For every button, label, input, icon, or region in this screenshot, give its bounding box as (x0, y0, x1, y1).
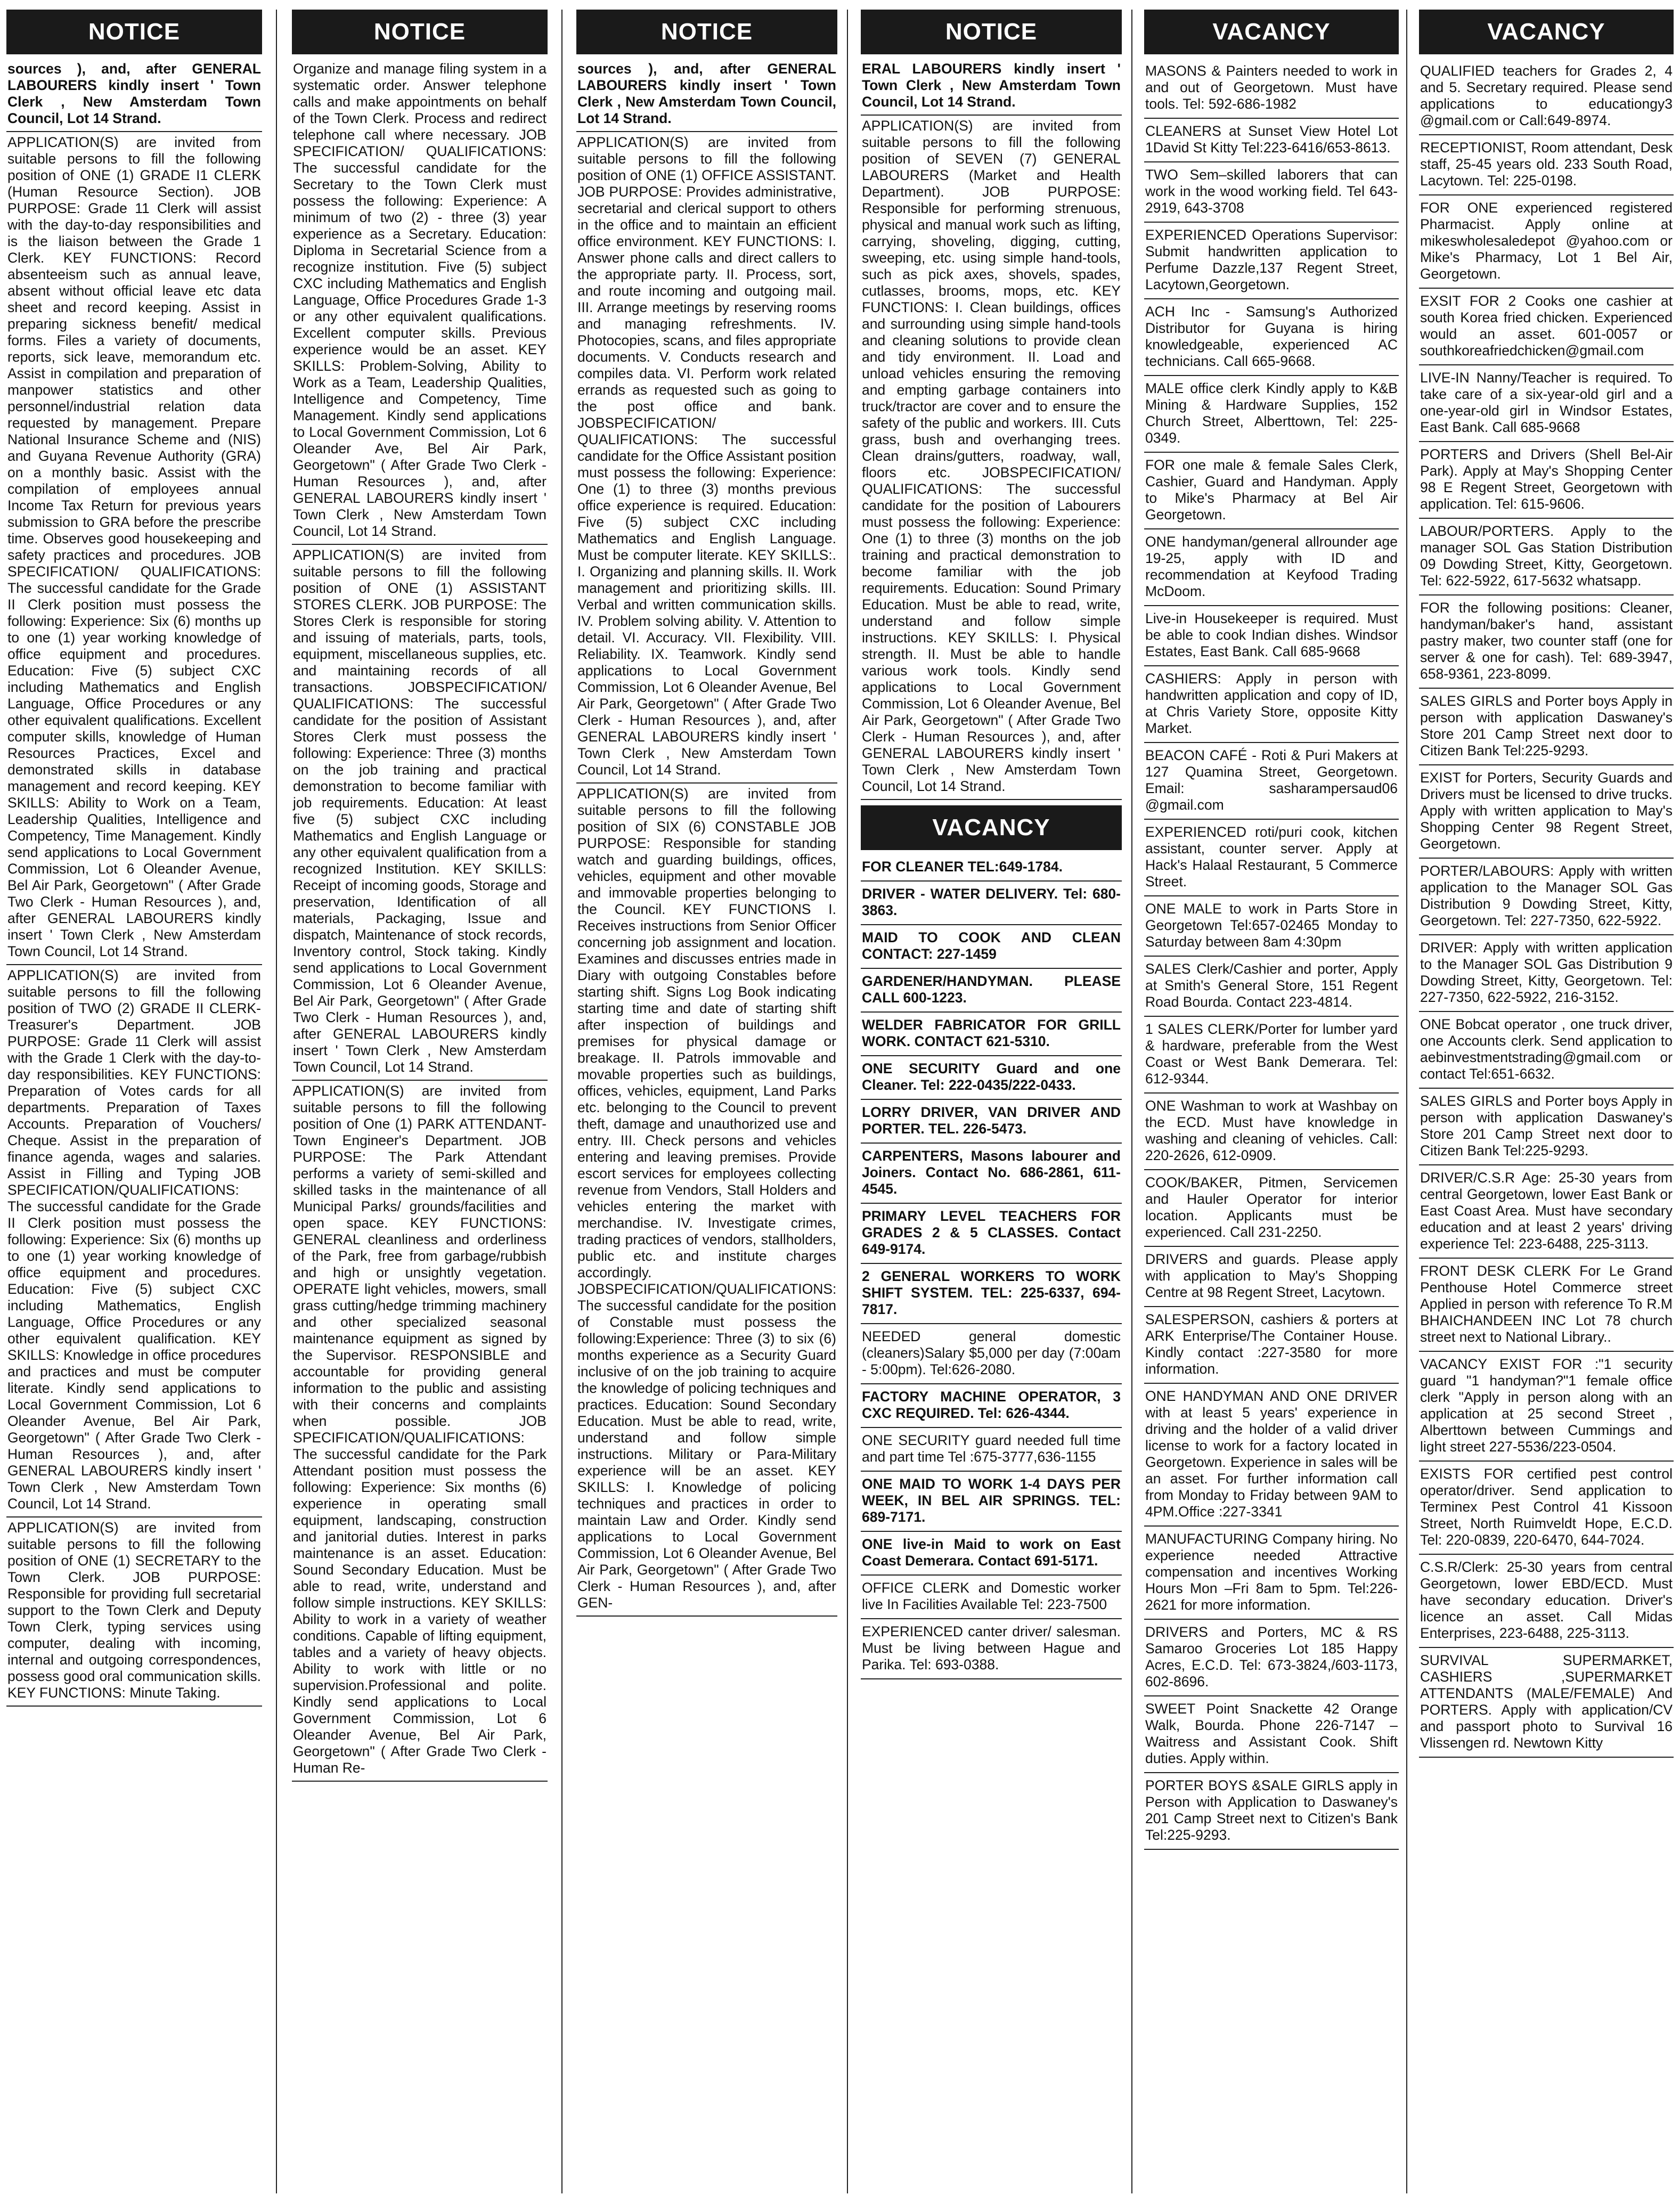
classified-ad: APPLICATION(S) are invited from suitable persons to fill the following position of TWO (2) GRADE II CLERK- Treasurer's Department. JOB PURPOSE: Grade 11 Clerk will assist with the Grade 1 Clerk with the day-to-day responsibilities. KEY FUNCTIONS: Preparation of Votes cards for all departments. Preparation of Taxes Accounts. Preparation of Vouchers/ Cheque. Assist in the preparation of finance agenda, wages and salaries. Assist in Filling and Typing JOB SPECIFICATION/QUALIFICATIONS: The successful candidate for the Grade II Clerk position must possess the following: Experience: Six (6) months up to one (1) year working knowledge of office equipment and procedures. Education: Five (5) subject CXC including Mathematics, English Language, Office Procedures or any other equivalent qualification. KEY SKILLS: Knowledge in office procedures and practices and must be computer literate. Kindly send applications to Local Government Commission, Lot 6 Oleander Avenue, Bel Air Park, Georgetown" ( After Grade Two Clerk - Human Resources ), and, after GENERAL LABOURERS kindly insert ' Town Clerk , New Amsterdam Town Council, Lot 14 Strand. (6, 965, 262, 1517)
classified-ad: FOR CLEANER TEL:649-1784. (861, 854, 1122, 882)
classified-ad: CLEANERS at Sunset View Hotel Lot 1David St Kitty Tel:223-6416/653-8613. (1144, 119, 1399, 162)
section-header-notice: NOTICE (576, 10, 837, 54)
classified-ad: SALES Clerk/Cashier and porter, Apply at Smith's General Store, 151 Regent Road Bourda. Contact 223-4814. (1144, 957, 1399, 1017)
classified-ad: ONE SECURITY Guard and one Cleaner. Tel: 222-0435/222-0433. (861, 1056, 1122, 1100)
classified-ad: RECEPTIONIST, Room attendant, Desk staff, 25-45 years old. 233 South Road, Lacytown. Tel: 225-0198. (1419, 135, 1674, 195)
classified-ad: ONE Bobcat operator , one truck driver, one Accounts clerk. Send application to aebinvestmentstrading@gmail.com or contact Tel:651-6632. (1419, 1012, 1674, 1089)
classified-ad: APPLICATION(S) are invited from suitable persons to fill the following position of SEVEN (7) GENERAL LABOURERS (Market and Health Department). JOB PURPOSE: Responsible for performing strenuous, physical and manual work such as lifting, carrying, shoveling, digging, cutting, sweeping, etc. using simple hand-tools, such as pick axes, shovels, spades, cutlasses, brooms, mops, etc. KEY FUNCTIONS: I. Clean buildings, offices and surrounding using simple hand-tools and cleaning solutions to provide clean and tidy environment. II. Load and unload vehicles ensuring the removing and empting garbage containers into truck/tractor are cover and to ensure the safety of the public and workers. III. Cuts grass, bush and overhanging trees. Clean drains/gutters, roadway, wall, floors etc. JOBSPECIFICATION/ QUALIFICATIONS: The successful candidate for the position of Labourers must possess the following: Experience: One (1) to three (3) months on the job training and practical demonstration to become familiar with the job requirements. Education: Sound Primary Education. Must be able to read, write, understand and follow simple instructions. KEY SKILLS: I. Physical strength. II. Must be able to handle various work tools. Kindly send applications to Local Government Commission, Lot 6 Oleander Avenue, Bel Air Park, Georgetown" ( After Grade Two Clerk - Human Resources ), and, after GENERAL LABOURERS kindly insert ' Town Clerk , New Amsterdam Town Council, Lot 14 Strand. (861, 116, 1122, 800)
classified-ad: 1 SALES CLERK/Porter for lumber yard & hardware, preferable from the West Coast or West Bank Demerara. Tel: 612-9344. (1144, 1017, 1399, 1094)
classified-ad: COOK/BAKER, Pitmen, Servicemen and Hauler Operator for interior location. Applicants must be experienced. Call 231-2250. (1144, 1170, 1399, 1247)
classified-ad: DRIVER/C.S.R Age: 25-30 years from central Georgetown, lower East Bank or East Coast Area. Must have secondary education and at least 2 years' driving experience Tel: 223-6488, 225-3113. (1419, 1165, 1674, 1259)
classified-ad: APPLICATION(S) are invited from suitable persons to fill the following position of One (1) PARK ATTENDANT- Town Engineer's Department. JOB PURPOSE: The Park Attendant performs a variety of semi-skilled and skilled tasks in the maintenance of all Municipal Parks/ grounds/facilities and open space. KEY FUNCTIONS: GENERAL cleanliness and orderliness of the Park, free from garbage/rubbish and high or unsightly vegetation. OPERATE light vehicles, mowers, small grass cutting/hedge trimming machinery and other specialized seasonal maintenance equipment as signed by the Supervisor. RESPONSIBLE and accountable for providing general information to the public and assisting with their concerns and complaints when possible. JOB SPECIFICATION/QUALIFICATIONS: The successful candidate for the Park Attendant position must possess the following: Experience: Six months (6) experience in operating small equipment, landscaping, construction and janitorial duties. Interest in parks maintenance is an asset. Education: Sound Secondary Education. Must be able to read, write, understand and follow simple instructions. KEY SKILLS: Ability to work in a variety of weather conditions. Capable of lifting equipment, tables and a variety of heavy objects. Ability to work with little or no supervision.Professional and polite. Kindly send applications to Local Government Commission, Lot 6 Oleander Avenue, Bel Air Park, Georgetown" ( After Grade Two Clerk - Human Re- (292, 1081, 548, 1782)
classified-ad: DRIVERS and Porters, MC & RS Samaroo Groceries Lot 185 Happy Acres, E.C.D. Tel: 673-3824,/603-1173, 602-8696. (1144, 1620, 1399, 1696)
classified-ad: EXPERIENCED canter driver/ salesman. Must be living between Hague and Parika. Tel: 693-0388. (861, 1619, 1122, 1679)
classified-ad: APPLICATION(S) are invited from suitable persons to fill the following position of ONE (1) ASSISTANT STORES CLERK. JOB PURPOSE: The Stores Clerk is responsible for storing and issuing of materials, parts, tools, equipment, miscellaneous supplies, etc. and maintaining records of all transactions. JOBSPECIFICATION/ QUALIFICATIONS: The successful candidate for the position of Assistant Stores Clerk must possess the following: Experience: Three (3) months on the job training and practical demonstration to become familiar with job requirements. Education: At least five (5) subject CXC including Mathematics and English Language or any other equivalent qualification from a recognized Institution. KEY SKILLS: Receipt of incoming goods, Storage and preservation, Identification of all materials, Packaging, Issue and dispatch, Maintenance of stock records, Inventory control, Stock taking. Kindly send applications to Local Government Commission, Lot 6 Oleander Avenue, Bel Air Park, Georgetown" ( After Grade Two Clerk - Human Resources ), and, after GENERAL LABOURERS kindly insert ' Town Clerk , New Amsterdam Town Council, Lot 14 Strand. (292, 545, 548, 1081)
classified-ad: ONE MAID TO WORK 1-4 DAYS PER WEEK, IN BEL AIR SPRINGS. TEL: 689-7171. (861, 1472, 1122, 1532)
classified-ad: sources ), and, after GENERAL LABOURERS kindly insert ' Town Clerk , New Amsterdam Town Council, Lot 14 Strand. (6, 59, 262, 132)
classified-ad: PORTERS and Drivers (Shell Bel-Air Park). Apply at May's Shopping Center 98 E Regent Street, Georgetown with application. Tel: 615-9606. (1419, 442, 1674, 519)
classified-ad: FOR one male & female Sales Clerk, Cashier, Guard and Handyman. Apply to Mike's Pharmacy at Bel Air Georgetown. (1144, 453, 1399, 529)
classified-ad: MAID TO COOK AND CLEAN CONTACT: 227-1459 (861, 925, 1122, 969)
classified-ad: ONE MALE to work in Parts Store in Georgetown Tel:657-02465 Monday to Saturday between 8am 4:30pm (1144, 896, 1399, 957)
classified-ad: SURVIVAL SUPERMARKET, CASHIERS ,SUPERMARKET ATTENDANTS (MALE/FEMALE) And PORTERS. Apply with application/CV and passport photo to Survival 16 Vlissengen rd. Newtown Kitty (1419, 1648, 1674, 1758)
classified-ad: WELDER FABRICATOR FOR GRILL WORK. CONTACT 621-5310. (861, 1013, 1122, 1056)
classified-ad: DRIVER: Apply with written application to the Manager SOL Gas Distribution 9 Dowding Street, Kitty, Georgetown. Tel: 227-7350, 622-5922, 216-3152. (1419, 935, 1674, 1012)
classified-ad: Live-in Housekeeper is required. Must be able to cook Indian dishes. Windsor Estates, East Bank. Call 685-9668 (1144, 606, 1399, 666)
classified-ad: SALES GIRLS and Porter boys Apply in person with application Daswaney's Store 201 Camp Street next door to Citizen Bank Tel:225-9293. (1419, 1089, 1674, 1165)
classified-ad: ONE Washman to work at Washbay on the ECD. Must have knowledge in washing and cleaning of vehicles. Call: 220-2626, 612-0909. (1144, 1094, 1399, 1170)
classified-ad: APPLICATION(S) are invited from suitable persons to fill the following position of ONE (1) OFFICE ASSISTANT. JOB PURPOSE: Provides administrative, secretarial and clerical support to others in the office and to maintain an efficient office environment. KEY FUNCTIONS: I. Answer phone calls and direct callers to the appropriate party. II. Process, sort, and route incoming and outgoing mail. III. Arrange meetings by reserving rooms and managing refreshments. IV. Photocopies, scans, and files appropriate documents. V. Conducts research and compiles data. VI. Perform work related errands as requested such as going to the post office and bank. JOBSPECIFICATION/ QUALIFICATIONS: The successful candidate for the Office Assistant position must possess the following: Experience: One (1) to three (3) months previous office experience is required. Education: Five (5) subject CXC including Mathematics and English Language. Must be computer literate. KEY SKILLS:. I. Organizing and planning skills. II. Work management and prioritizing skills. III. Verbal and written communication skills. IV. Problem solving ability. V. Attention to detail. VI. Accuracy. VII. Flexibility. VIII. Reliability. IX. Teamwork. Kindly send applications to Local Government Commission, Lot 6 Oleander Avenue, Bel Air Park, Georgetown" ( After Grade Two Clerk - Human Resources ), and, after GENERAL LABOURERS kindly insert ' Town Clerk , New Amsterdam Town Council, Lot 14 Strand. (576, 132, 837, 784)
classified-ad: BEACON CAFÉ - Roti & Puri Makers at 127 Quamina Street, Georgetown. Email: sasharampersaud06 @gmail.com (1144, 743, 1399, 820)
classified-ad: SALES GIRLS and Porter boys Apply in person with application Daswaney's Store 201 Camp Street next door to Citizen Bank Tel:225-9293. (1419, 689, 1674, 765)
classified-ad: ONE live-in Maid to work on East Coast Demerara. Contact 691-5171. (861, 1532, 1122, 1576)
column-4 (861, 10, 1122, 2193)
classified-ad: ONE HANDYMAN AND ONE DRIVER with at least 5 years' experience in driving and the holder of a valid driver license to work for a factory located in Georgetown. Experience in sales will be an asset. For further information call from Monday to Friday between 9AM to 4PM.Office :227-3341 (1144, 1384, 1399, 1527)
classified-ad: DRIVERS and guards. Please apply with application to May's Shopping Centre at 98 Regent Street, Lacytown. (1144, 1247, 1399, 1307)
section-header-vacancy: VACANCY (1419, 10, 1674, 54)
classified-ad: LABOUR/PORTERS. Apply to the manager SOL Gas Station Distribution 09 Dowding Street, Kitty, Georgetown. Tel: 622-5922, 617-5632 whatsapp. (1419, 519, 1674, 595)
section-header-notice: NOTICE (861, 10, 1122, 54)
classified-ad: ONE handyman/general allrounder age 19-25, apply with ID and recommendation at Keyfood Trading McDoom. (1144, 529, 1399, 606)
section-header-notice: NOTICE (6, 10, 262, 54)
classified-ad: 2 GENERAL WORKERS TO WORK SHIFT SYSTEM. TEL: 225-6337, 694-7817. (861, 1264, 1122, 1324)
classified-ad: GARDENER/HANDYMAN. PLEASE CALL 600-1223. (861, 969, 1122, 1013)
classified-ad: MANUFACTURING Company hiring. No experience needed Attractive compensation and incentives Working Hours Mon –Fri 8am to 5pm. Tel:226-2621 for more information. (1144, 1527, 1399, 1620)
classified-ad: APPLICATION(S) are invited from suitable persons to fill the following position of SIX (6) CONSTABLE JOB PURPOSE: Responsible for standing watch and guarding buildings, offices, vehicles, equipment and other movable and immovable properties belonging to the Council. KEY FUNCTIONS I. Receives instructions from Senior Officer concerning job assignment and location. Examines and discusses entries made in Diary with outgoing Constables before starting shift. Signs Log Book indicating starting time and date of starting shift after inspection of buildings and premises for physical damage or breakage. II. Patrols immovable and movable properties such as buildings, offices, vehicles, equipment, Land Parks etc. belonging to the Council to prevent theft, damage and unauthorized use and entry. III. Check persons and vehicles entering and leaving premises. Provide escort services for employees collecting revenue from Vendors, Stall Holders and vehicles entering the market with merchandise. IV. Investigate crimes, trading practices of vendors, stallholders, public etc. and institute charges accordingly. JOBSPECIFICATION/QUALIFICATIONS: The successful candidate for the position of Constable must possess the following:Experience: Three (3) to six (6) months experience as a Security Guard inclusive of on the job training to acquire the knowledge of policing techniques and practices. Education: Sound Secondary Education. Must be able to read, write, understand and follow simple instructions. Military or Para-Military experience will be an asset. KEY SKILLS: I. Knowledge of policing techniques and practices in order to maintain Law and Order. Kindly send applications to Local Government Commission, Lot 6 Oleander Avenue, Bel Air Park, Georgetown" ( After Grade Two Clerk - Human Resources ), and, after GEN- (576, 784, 837, 1617)
classified-ad: APPLICATION(S) are invited from suitable persons to fill the following position of ONE (1) SECRETARY to the Town Clerk. JOB PURPOSE: Responsible for providing full secretarial support to the Town Clerk and Deputy Town Clerk, typing services using computer, dealing with incoming, internal and outgoing correspondences, possess good oral communication skills. KEY FUNCTIONS: Minute Taking. (6, 1517, 262, 1707)
column-5 (1144, 10, 1399, 2193)
classified-ad: FACTORY MACHINE OPERATOR, 3 CXC REQUIRED. Tel: 626-4344. (861, 1384, 1122, 1428)
classified-ad: MALE office clerk Kindly apply to K&B Mining & Hardware Supplies, 152 Church Street, Alberttown, Tel: 225-0349. (1144, 376, 1399, 453)
classified-ad: APPLICATION(S) are invited from suitable persons to fill the following position of ONE (1) GRADE I1 CLERK (Human Resource Section). JOB PURPOSE: Grade 11 Clerk will assist with the day-to-day responsibilities and is the liaison between the Grade 1 Clerk. KEY FUNCTIONS: Record absenteeism such as annual leave, absent without official leave etc data sheet and record keeping. Assist in preparing sickness benefit/ medical forms. Files a variety of documents, reports, sick leave, memorandum etc. Assist in compilation and preparation of manpower statistics and other personnel/industrial relation data requested by management. Prepare National Insurance Scheme and (NIS) and Guyana Revenue Authority (GRA) on a monthly basic. Assist with the compilation of employees annual Income Tax Return for previous years submission to GRA before the prescribe time. Observes good housekeeping and safety practices and procedures. JOB SPECIFICATION/ QUALIFICATIONS: The successful candidate for the Grade II Clerk position must possess the following: Experience: Six (6) months up to one (1) year working knowledge of office equipment and procedures. Education: Five (5) subject CXC including Mathematics and English Language, Office Procedures or any other equivalent qualifications. Excellent computer skills, knowledge of Human Resources Practices, Excel and demonstrated skills in database management and record keeping. KEY SKILLS: Ability to Work on a Team, Leadership Qualities, Intelligence and Competency, Time Management. Kindly send applications to Local Government Commission, Lot 6 Oleander Avenue, Bel Air Park, Georgetown" ( After Grade Two Clerk - Human Resources ), and, after GENERAL LABOURERS kindly insert ' Town Clerk , New Amsterdam Town Council, Lot 14 Strand. (6, 132, 262, 965)
classified-ad: sources ), and, after GENERAL LABOURERS kindly insert ' Town Clerk , New Amsterdam Town Council, Lot 14 Strand. (576, 59, 837, 132)
classified-ad: PRIMARY LEVEL TEACHERS FOR GRADES 2 & 5 CLASSES. Contact 649-9174. (861, 1204, 1122, 1264)
classified-ad: EXISTS FOR certified pest control operator/driver. Send application to Terminex Pest Control 41 Kissoon Street, North Ruimveldt Hope, E.C.D. Tel: 220-0839, 220-6470, 644-7024. (1419, 1462, 1674, 1555)
classified-ad: EXIST for Porters, Security Guards and Drivers must be licensed to drive trucks. Apply with written application to May's Shopping Center 98 Regent Street, Georgetown. (1419, 765, 1674, 859)
classified-ad: LORRY DRIVER, VAN DRIVER AND PORTER. TEL. 226-5473. (861, 1100, 1122, 1144)
column-1 (6, 10, 262, 2193)
classified-ad: DRIVER - WATER DELIVERY. Tel: 680-3863. (861, 882, 1122, 925)
classified-ad: Organize and manage filing system in a systematic order. Answer telephone calls and make appointments on behalf of the Town Clerk. Process and redirect telephone call where necessary. JOB SPECIFICATION/ QUALIFICATIONS: The successful candidate for the Secretary to the Town Clerk must possess the following: Experience: A minimum of two (2) - three (3) year experience as a Secretary. Education: Diploma in Secretarial Science from a recognize institution. Five (5) subject CXC including Mathematics and English Language, Office Procedures Grade 1-3 or any other equivalent qualifications. Excellent computer skills. Previous experience would be an asset. KEY SKILLS: Problem-Solving, Ability to Work as a Team, Leadership Qualities, Intelligence and Competency, Time Management. Kindly send applications to Local Government Commission, Lot 6 Oleander Ave, Bel Air Park, Georgetown" ( After Grade Two Clerk - Human Resources ), and, after GENERAL LABOURERS kindly insert ' Town Clerk , New Amsterdam Town Council, Lot 14 Strand. (292, 59, 548, 545)
classified-ad: ONE SECURITY guard needed full time and part time Tel :675-3777,636-1155 (861, 1428, 1122, 1472)
classified-ad: CARPENTERS, Masons labourer and Joiners. Contact No. 686-2861, 611-4545. (861, 1144, 1122, 1204)
classified-ad: LIVE-IN Nanny/Teacher is required. To take care of a six-year-old girl and a one-year-old girl in Windsor Estates, East Bank. Call 685-9668 (1419, 365, 1674, 442)
classified-ad: SALESPERSON, cashiers & porters at ARK Enterprise/The Container House. Kindly contact :227-3580 for more information. (1144, 1307, 1399, 1384)
classified-ad: NEEDED general domestic (cleaners)Salary $5,000 per day (7:00am - 5:00pm). Tel:626-2080. (861, 1324, 1122, 1384)
classified-ad: OFFICE CLERK and Domestic worker live In Facilities Available Tel: 223-7500 (861, 1576, 1122, 1619)
section-header-notice: NOTICE (292, 10, 548, 54)
classified-ad: C.S.R/Clerk: 25-30 years from central Georgetown, lower EBD/ECD. Must have secondary education. Driver's licence an asset. Call Midas Enterprises, 223-6488, 225-3113. (1419, 1555, 1674, 1648)
column-6 (1419, 10, 1674, 2193)
classified-ad: CASHIERS: Apply in person with handwritten application and copy of ID, at Chris Variety Store, opposite Kitty Market. (1144, 666, 1399, 743)
classified-ad: FRONT DESK CLERK For Le Grand Penthouse Hotel Commerce street Applied in person with reference To R.M BHAICHANDEEN INC Lot 78 church street next to National Library.. (1419, 1259, 1674, 1352)
section-header-vacancy: VACANCY (861, 805, 1122, 850)
classified-ad: EXPERIENCED Operations Supervisor: Submit handwritten application to Perfume Dazzle,137 Regent Street, Lacytown,Georgetown. (1144, 223, 1399, 299)
column-3 (576, 10, 837, 2193)
column-2 (292, 10, 548, 2193)
classified-ad: PORTER/LABOURS: Apply with written application to the Manager SOL Gas Distribution 9 Dowding Street, Kitty, Georgetown. Tel: 227-7350, 622-5922. (1419, 859, 1674, 935)
classified-ad: EXSIT FOR 2 Cooks one cashier at south Korea fried chicken. Experienced would an asset. 601-0057 or southkoreafriedchicken@gmail.com (1419, 289, 1674, 365)
classified-ad: QUALIFIED teachers for Grades 2, 4 and 5. Secretary required. Please send applications to educationgy3 @gmail.com or Call:649-8974. (1419, 59, 1674, 135)
section-header-vacancy: VACANCY (1144, 10, 1399, 54)
classified-ad: ACH Inc - Samsung's Authorized Distributor for Guyana is hiring knowledgeable, experienced AC technicians. Call 665-9668. (1144, 299, 1399, 376)
classified-ad: TWO Sem–skilled laborers that can work in the wood working field. Tel 643-2919, 643-3708 (1144, 162, 1399, 223)
classified-ad: FOR ONE experienced registered Pharmacist. Apply online at mikeswholesaledepot @yahoo.com or Mike's Pharmacy, Lot 1 Bel Air, Georgetown. (1419, 195, 1674, 289)
classified-ad: MASONS & Painters needed to work in and out of Georgetown. Must have tools. Tel: 592-686-1982 (1144, 59, 1399, 119)
classified-ad: ERAL LABOURERS kindly insert ' Town Clerk , New Amsterdam Town Council, Lot 14 Strand. (861, 59, 1122, 116)
classified-ad: EXPERIENCED roti/puri cook, kitchen assistant, counter server. Apply at Hack's Halaal Restaurant, 5 Commerce Street. (1144, 820, 1399, 896)
classified-ad: PORTER BOYS &SALE GIRLS apply in Person with Application to Daswaney's 201 Camp Street next to Citizen's Bank Tel:225-9293. (1144, 1773, 1399, 1850)
classified-ad: FOR the following positions: Cleaner, handyman/baker's hand, assistant pastry maker, two counter staff (one for server & one for cash). Tel: 689-3947, 658-9361, 223-8099. (1419, 595, 1674, 689)
classified-ad: SWEET Point Snackette 42 Orange Walk, Bourda. Phone 226-7147 – Waitress and Assistant Cook. Shift duties. Apply within. (1144, 1696, 1399, 1773)
classified-ad: VACANCY EXIST FOR :"1 security guard "1 handyman?"1 female office clerk "Apply in person along with an application at 25 second Street , Alberttown between Cummings and light street 227-5536/223-0504. (1419, 1352, 1674, 1462)
